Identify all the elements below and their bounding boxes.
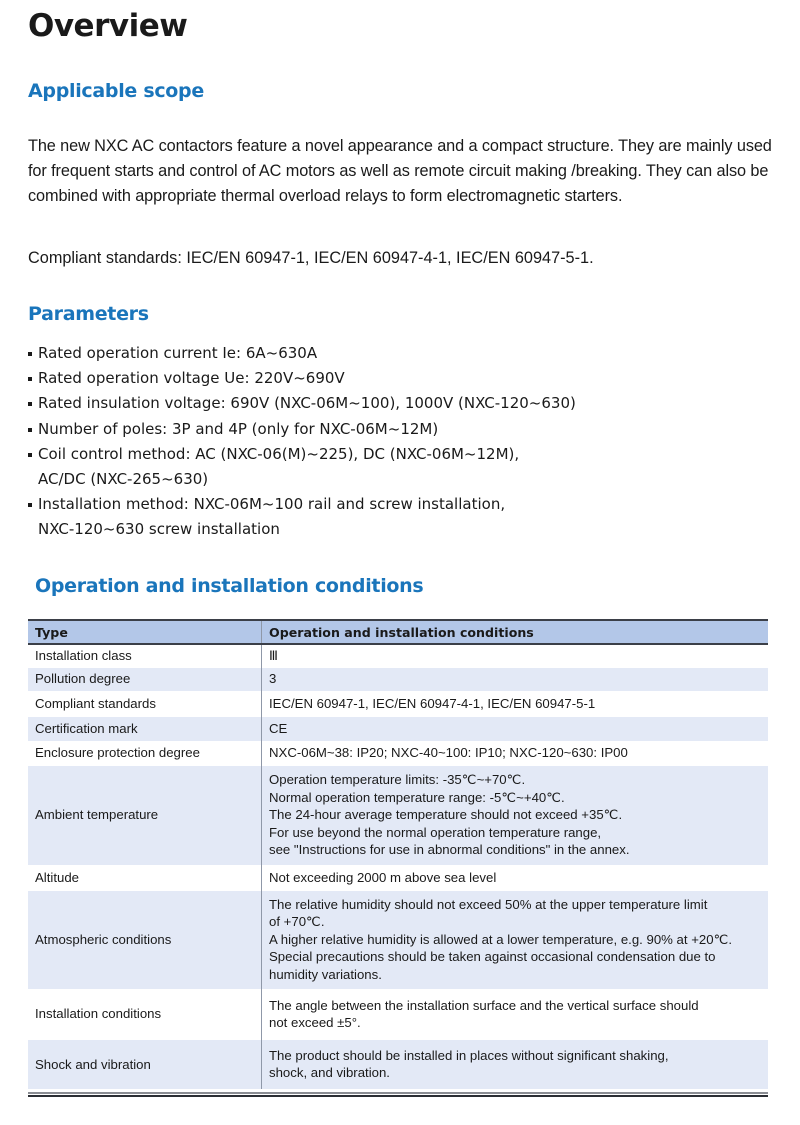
row-condition: 3 — [262, 667, 769, 691]
bullet-icon — [28, 352, 32, 356]
parameter-item-rated-current: Rated operation current Ie: 6A~630A — [28, 341, 768, 366]
bullet-icon — [28, 453, 32, 457]
bullet-icon — [28, 428, 32, 432]
column-header-type: Type — [28, 620, 262, 644]
row-type: Certification mark — [35, 720, 138, 736]
row-type: Altitude — [35, 869, 79, 885]
table-row — [28, 765, 768, 865]
row-type: Atmospheric conditions — [35, 931, 172, 947]
row-condition: NXC-06M~38: IP20; NXC-40~100: IP10; NXC-120~630: IP00 — [262, 741, 769, 765]
bullet-icon — [28, 377, 32, 381]
row-type: Shock and vibration — [35, 1056, 151, 1072]
row-condition: IEC/EN 60947-1, IEC/EN 60947-4-1, IEC/EN 60947-5-1 — [262, 691, 769, 716]
row-type: Enclosure protection degree — [35, 745, 200, 761]
parameter-item-insulation-voltage: Rated insulation voltage: 690V (NXC-06M~100), 1000V (NXC-120~630) — [28, 391, 768, 416]
row-condition: The angle between the installation surface and the vertical surface should not exceed ±5°. — [262, 989, 769, 1039]
applicable-scope-heading: Applicable scope — [28, 80, 204, 102]
page-title: Overview — [28, 8, 188, 44]
parameters-heading: Parameters — [28, 303, 149, 325]
bullet-icon — [28, 402, 32, 406]
table-row — [28, 1039, 768, 1089]
table-row — [28, 691, 768, 716]
row-condition: The product should be installed in places without significant shaking, shock, and vibration. — [262, 1039, 769, 1089]
row-condition: The relative humidity should not exceed 50% at the upper temperature limit of +70℃. A higher relative humidity is allowed at a lower temperature, e.g. 90% at +20℃. Special precautions should be taken against occasional condensation due to humidity variations. — [262, 890, 769, 989]
row-condition: CE — [262, 716, 769, 741]
parameter-item-rated-voltage: Rated operation voltage Ue: 220V~690V — [28, 366, 768, 391]
table-row — [28, 989, 768, 1039]
compliant-standards-text: Compliant standards: IEC/EN 60947-1, IEC/EN 60947-4-1, IEC/EN 60947-5-1. — [28, 249, 594, 267]
row-type: Ambient temperature — [35, 807, 159, 823]
table-header-row — [28, 620, 768, 644]
table-row — [28, 716, 768, 741]
table-row — [28, 667, 768, 691]
row-condition: Operation temperature limits: -35℃~+70℃. Normal operation temperature range: -5℃~+40℃. The 24-hour average temperature should not exceed +35℃. For use beyond the normal operation temperature range, see "Instructions for use in abnormal conditions" in the annex. — [262, 765, 769, 865]
operation-conditions-heading: Operation and installation conditions — [35, 575, 424, 597]
parameter-item-installation-method: Installation method: NXC-06M~100 rail and screw installation, NXC-120~630 screw installation — [28, 492, 768, 542]
row-type: Compliant standards — [35, 695, 156, 711]
scope-paragraph: The new NXC AC contactors feature a novel appearance and a compact structure. They are mainly used for frequent starts and control of AC motors as well as remote circuit making /breaking. They can also be combined with appropriate thermal overload relays to form electromagnetic starters. — [28, 137, 772, 205]
row-condition: Ⅲ — [262, 644, 769, 667]
table-row — [28, 865, 768, 890]
column-header-conditions: Operation and installation conditions — [262, 620, 769, 644]
parameter-item-poles: Number of poles: 3P and 4P (only for NXC-06M~12M) — [28, 417, 768, 442]
bullet-icon — [28, 503, 32, 507]
table-row — [28, 644, 768, 667]
operation-conditions-table — [28, 619, 768, 1089]
row-condition: Not exceeding 2000 m above sea level — [262, 865, 769, 890]
parameter-item-coil-control: Coil control method: AC (NXC-06(M)~225), DC (NXC-06M~12M), AC/DC (NXC-265~630) — [28, 442, 768, 492]
table-bottom-border — [28, 1092, 768, 1097]
table-row — [28, 890, 768, 989]
table-row — [28, 741, 768, 765]
row-type: Installation class — [35, 648, 132, 663]
parameters-list — [28, 341, 768, 543]
row-type: Installation conditions — [35, 1006, 162, 1022]
row-type: Pollution degree — [35, 671, 131, 687]
